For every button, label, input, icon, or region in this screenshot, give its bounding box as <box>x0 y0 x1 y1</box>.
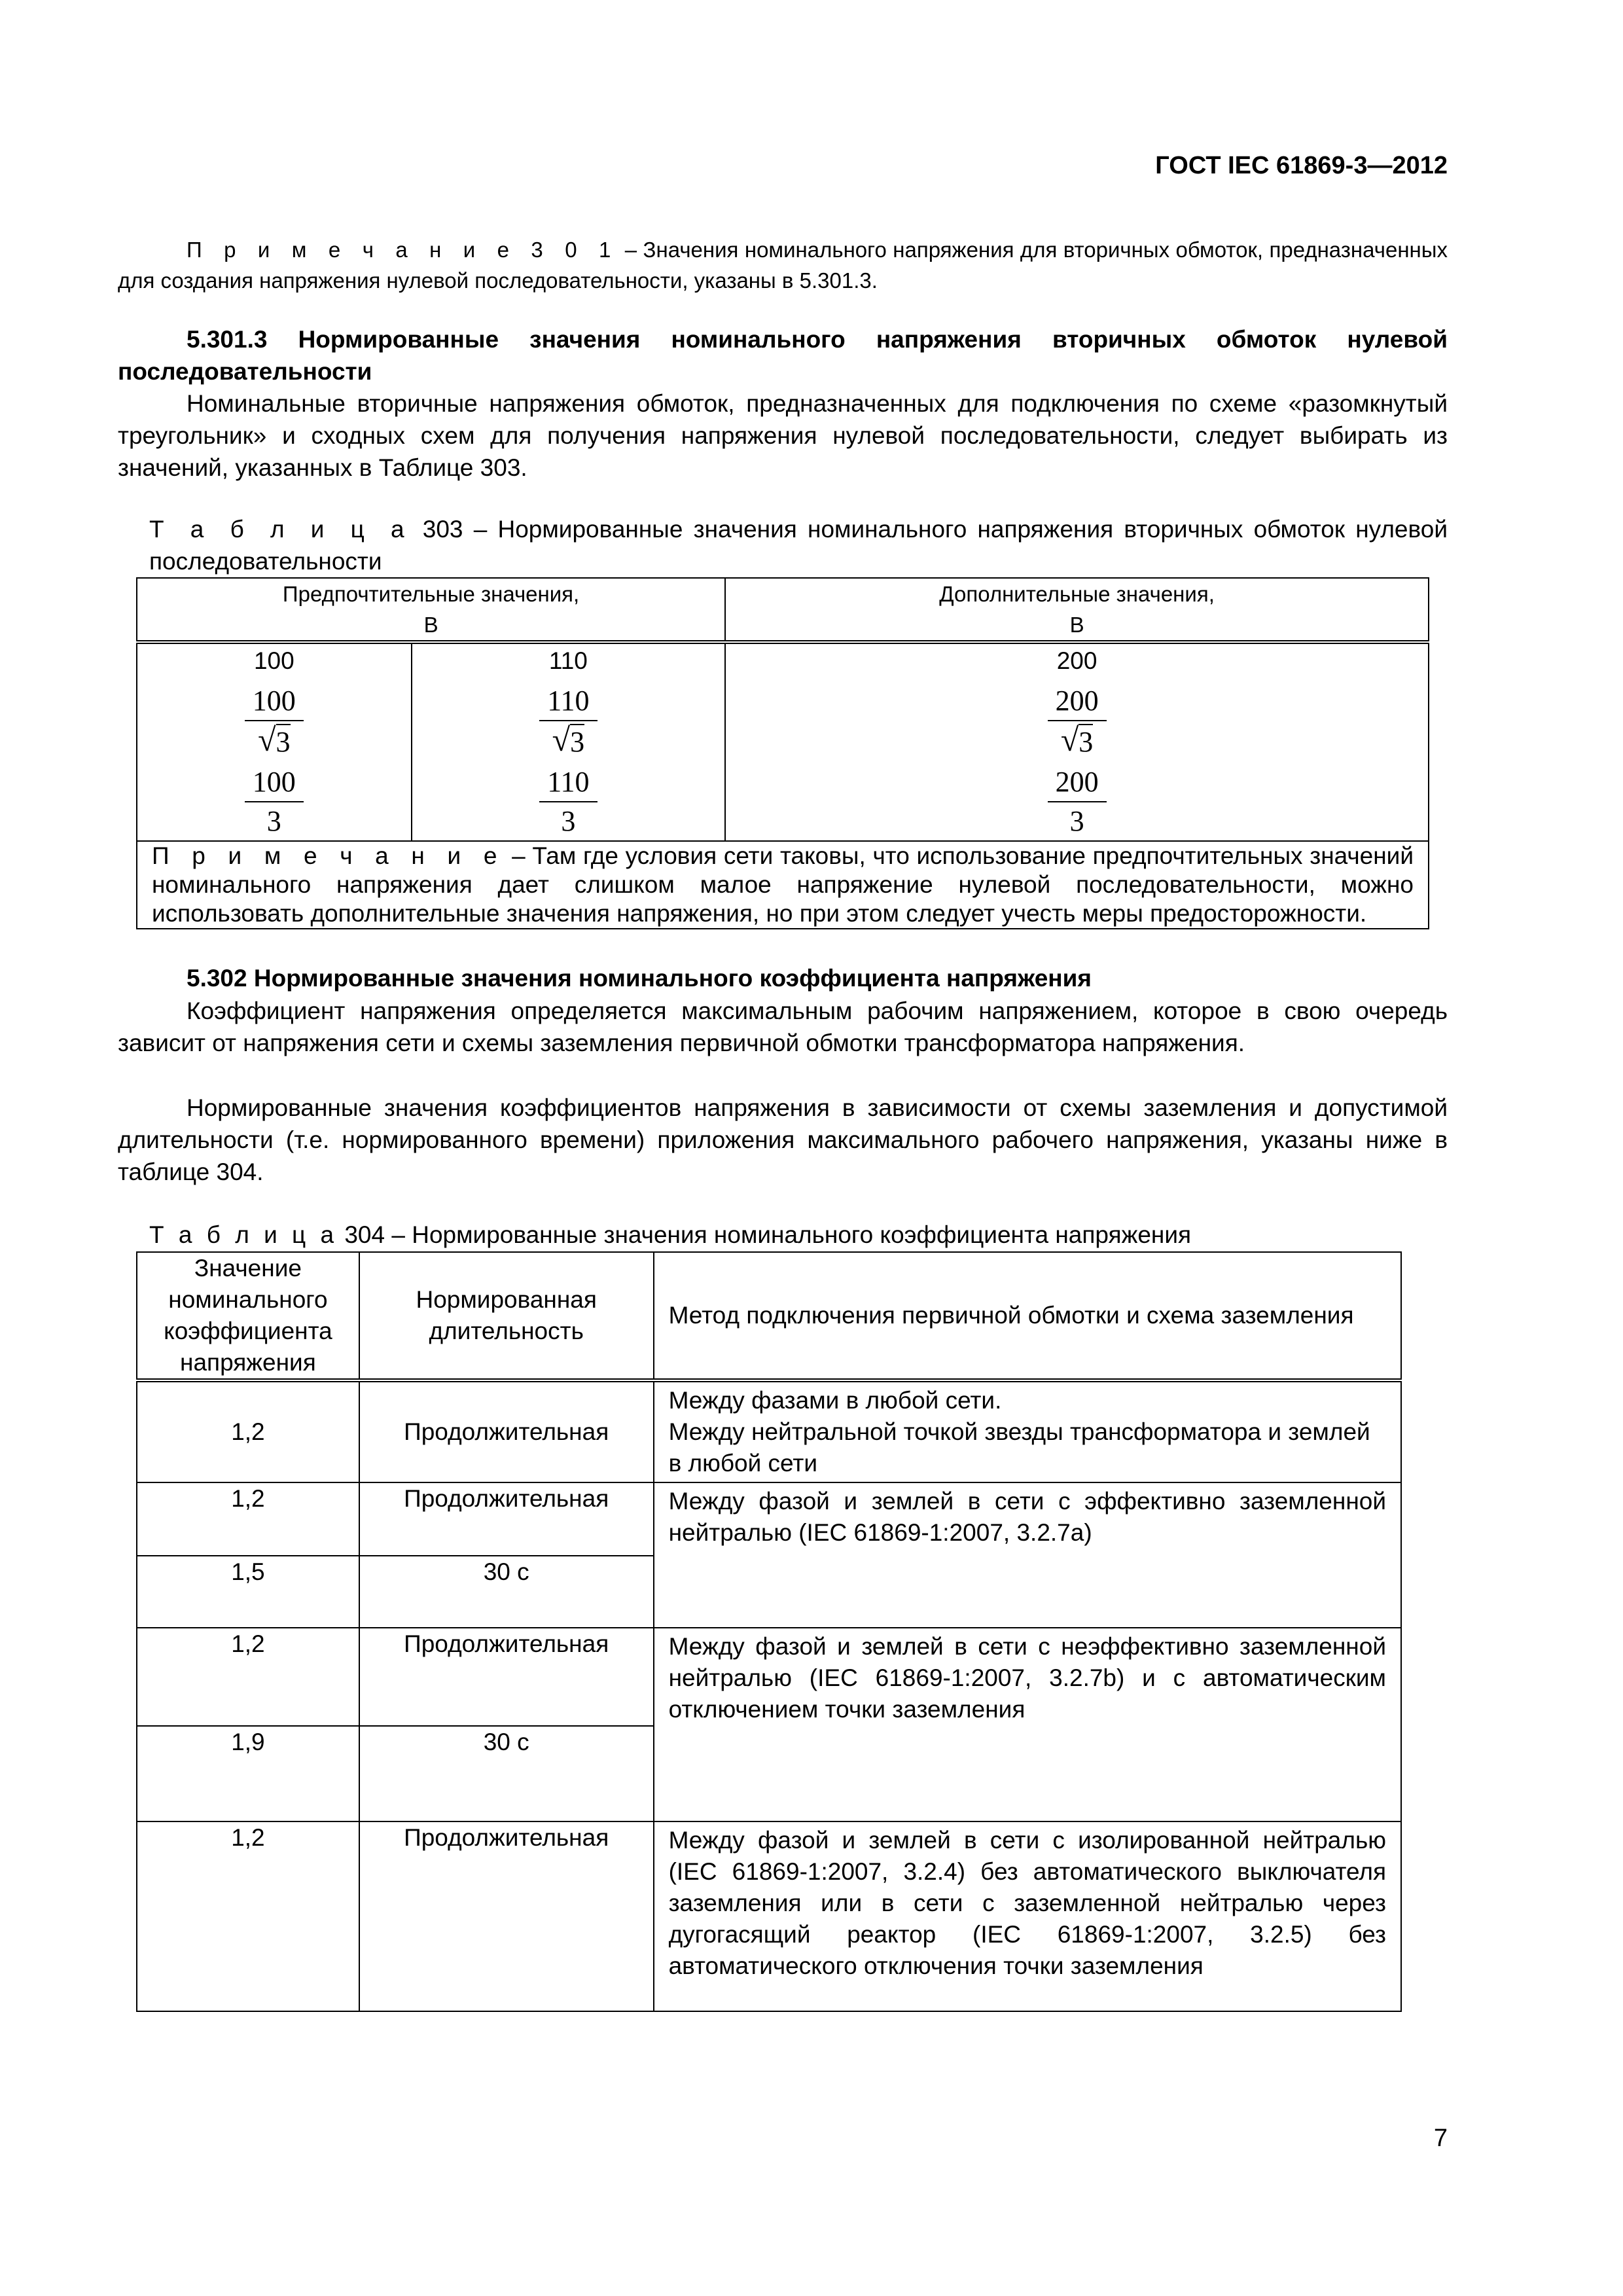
duration-cell: Продолжительная <box>359 1482 654 1556</box>
table-304-caption <box>149 1219 1448 1251</box>
factor-cell: 1,2 <box>137 1821 359 2011</box>
table-303-cell <box>725 642 1429 841</box>
method-cell: Между фазой и землей в сети с эффективно заземленной нейтралью (IEC 61869-1:2007, 3.2.7a) <box>654 1482 1401 1628</box>
plain-value: 110 <box>548 647 588 674</box>
method-cell: Между фазами в любой сети. Между нейтральной точкой звезды трансформатора и землей в любой сети <box>654 1380 1401 1482</box>
section-5-301-3-heading: 5.301.3 Нормированные значения номинального напряжения вторичных обмоток нулевой последовательности <box>118 326 1448 385</box>
factor-cell: 1,2 <box>137 1628 359 1726</box>
table-303-cell <box>412 642 726 841</box>
factor-cell: 1,2 <box>137 1380 359 1482</box>
table-304-caption-text: 304 – Нормированные значения номинального коэффициента напряжения <box>338 1221 1192 1248</box>
fraction-sqrt: 110 √ 3 <box>412 682 725 759</box>
section-5-302-heading: 5.302 Нормированные значения номинального коэффициента напряжения <box>187 965 1092 992</box>
duration-cell: Продолжительная <box>359 1821 654 2011</box>
document-header: ГОСТ IEC 61869-3—2012 <box>1155 152 1448 179</box>
plain-value: 100 <box>253 647 294 674</box>
table-303-cell <box>137 642 412 841</box>
table-row <box>137 1482 1401 1556</box>
fraction-third: $\frac{110}{3}$ <box>412 763 725 840</box>
table-303-caption-text: 303 – Нормированные значения номинального напряжения вторичных обмоток нулевой последовательности <box>149 516 1448 575</box>
note-301-text: – Значения номинального напряжения для вторичных обмоток, предназначенных для создания напряжения нулевой последовательности, указаны в 5.301.3. <box>118 238 1448 293</box>
fraction-sqrt: 100 √ 3 <box>137 682 411 759</box>
section-5-302-paragraph-1: Коэффициент напряжения определяется максимальным рабочим напряжением, которое в свою очередь зависит от напряжения сети и схемы заземления первичной обмотки трансформатора напряжения. <box>118 997 1448 1056</box>
fraction-third: $\frac{100}{3}$ <box>137 763 411 840</box>
table-303-header-preferred: Предпочтительные значения, В <box>137 578 725 642</box>
section-5-301-3-paragraph: Номинальные вторичные напряжения обмоток, предназначенных для подключения по схеме «разомкнутый треугольник» и сходных схем для получения напряжения нулевой последовательности, следует выбирать из значений, указанных в Таблице 303. <box>118 390 1448 481</box>
fraction-third: $\frac{200}{3}$ <box>726 763 1428 840</box>
table-303-caption <box>149 513 1448 577</box>
duration-cell: Продолжительная <box>359 1380 654 1482</box>
table-303-note: П р и м е ч а н и е – Там где условия сети таковы, что использование предпочтительных значений номинального напряжения дает слишком малое напряжение нулевой последовательности, можно использовать дополнительные значения напряжения, но при этом следует учесть меры предосторожности. <box>137 841 1429 929</box>
section-5-302-paragraph-2: Нормированные значения коэффициентов напряжения в зависимости от схемы заземления и допустимой длительности (т.е. нормированного времени) приложения максимального рабочего напряжения, указаны ниже в таблице 304. <box>118 1094 1448 1185</box>
page-number: 7 <box>1433 2125 1448 2152</box>
table-row <box>137 1628 1401 1726</box>
plain-value: 200 <box>1056 647 1097 674</box>
duration-cell: 30 с <box>359 1556 654 1628</box>
method-cell: Между фазой и землей в сети с изолированной нейтралью (IEC 61869-1:2007, 3.2.4) без автоматического выключателя заземления или в сети с заземленной нейтралью через дугогасящий реактор (IEC 61869-1:2007, 3.2.5) без автоматического отключения точки заземления <box>654 1821 1401 2011</box>
table-row <box>137 1821 1401 2011</box>
table-303-caption-label: Т а б л и ц а <box>149 516 412 543</box>
duration-cell: 30 с <box>359 1726 654 1821</box>
table-303-header-additional: Дополнительные значения, В <box>725 578 1429 642</box>
table-304-header-factor: Значение номинального коэффициента напряжения <box>137 1252 359 1380</box>
table-304-header-duration: Нормированная длительность <box>359 1252 654 1380</box>
duration-cell: Продолжительная <box>359 1628 654 1726</box>
factor-cell: 1,5 <box>137 1556 359 1628</box>
factor-cell: 1,9 <box>137 1726 359 1821</box>
table-303 <box>136 577 1429 929</box>
note-301-label: П р и м е ч а н и е 3 0 1 <box>187 238 619 262</box>
table-304 <box>136 1251 1402 2012</box>
table-304-caption-label: Т а б л и ц а <box>149 1221 338 1248</box>
method-cell: Между фазой и землей в сети с неэффективно заземленной нейтралью (IEC 61869-1:2007, 3.2.7b) и с автоматическим отключением точки заземления <box>654 1628 1401 1821</box>
table-row <box>137 1380 1401 1482</box>
factor-cell: 1,2 <box>137 1482 359 1556</box>
note-301 <box>118 234 1448 296</box>
fraction-sqrt: 200 √ 3 <box>726 682 1428 759</box>
table-304-header-method: Метод подключения первичной обмотки и схема заземления <box>654 1252 1401 1380</box>
